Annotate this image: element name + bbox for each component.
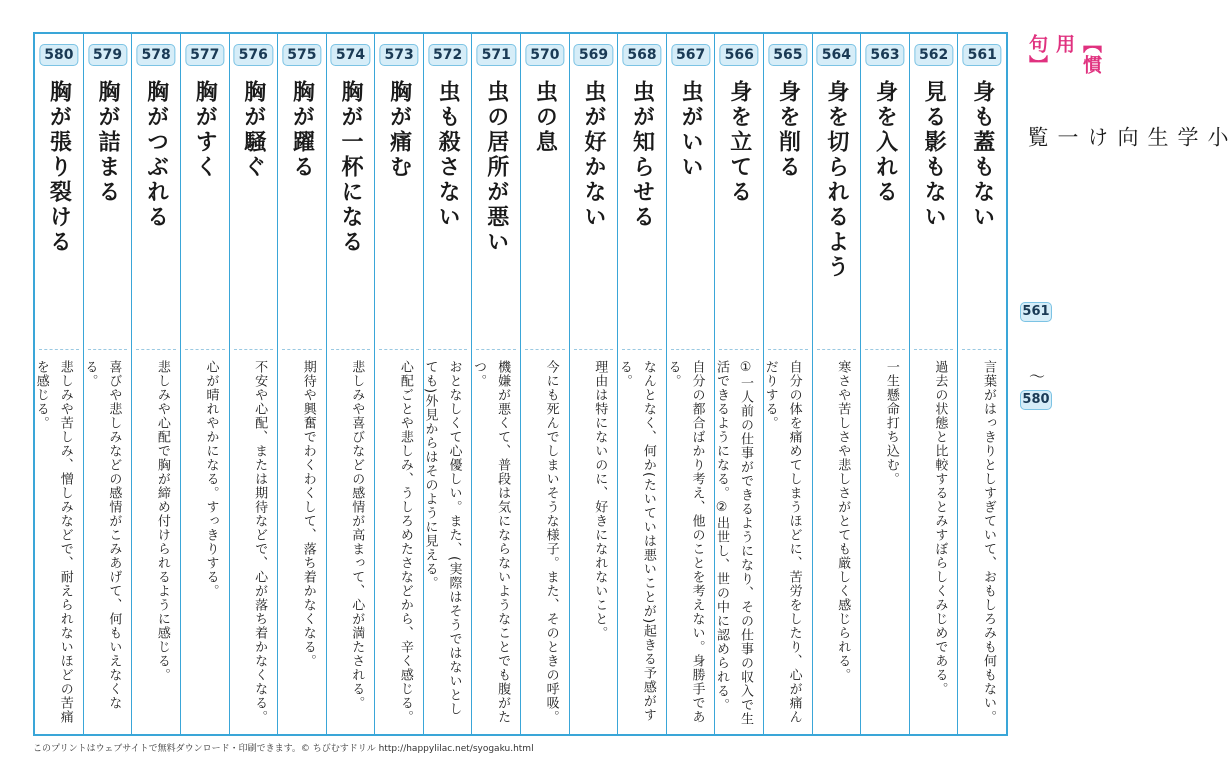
idiom-meaning: 喜びや悲しみなどの感情がこみあげて、何もいえなくなる。 bbox=[82, 360, 122, 710]
divider bbox=[574, 349, 614, 350]
idiom-number: 572 bbox=[428, 44, 467, 66]
idiom-phrase: 胸が騒ぐ bbox=[240, 80, 266, 180]
idiom-meaning: 悲しみや苦しみ、憎しみなどで、耐えられないほどの苦痛を感じる。 bbox=[33, 360, 73, 724]
page-title: 小学生向け一覧 bbox=[1025, 126, 1229, 149]
idiom-number: 568 bbox=[622, 44, 661, 66]
idiom-number: 569 bbox=[574, 44, 613, 66]
divider bbox=[331, 349, 371, 350]
idiom-meaning: ①一人前の仕事ができるようになり、その仕事の収入で生活できるようになる。②出世し、世の中に認められる。 bbox=[714, 360, 754, 726]
idiom-meaning: 期待や興奮でわくわくして、落ち着かなくなる。 bbox=[300, 360, 316, 668]
divider bbox=[476, 349, 516, 350]
divider bbox=[136, 349, 176, 350]
idiom-meaning: 一生懸命打ち込む。 bbox=[883, 360, 899, 486]
idiom-number: 577 bbox=[185, 44, 224, 66]
idiom-phrase: 見る影もない bbox=[921, 80, 947, 230]
divider bbox=[768, 349, 808, 350]
divider bbox=[185, 349, 225, 350]
idiom-number: 576 bbox=[234, 44, 273, 66]
idiom-number: 570 bbox=[525, 44, 564, 66]
divider bbox=[234, 349, 274, 350]
divider bbox=[865, 349, 905, 350]
idiom-column bbox=[617, 34, 666, 734]
idiom-column bbox=[763, 34, 812, 734]
idiom-column bbox=[326, 34, 375, 734]
idiom-meaning: 心が晴れやかになる。すっきりする。 bbox=[203, 360, 219, 598]
category-tag: 【慣用句】 bbox=[1026, 34, 1102, 76]
divider bbox=[379, 349, 419, 350]
idiom-column bbox=[229, 34, 278, 734]
idiom-number: 575 bbox=[282, 44, 321, 66]
divider bbox=[428, 349, 468, 350]
idiom-number: 564 bbox=[817, 44, 856, 66]
idiom-number: 571 bbox=[477, 44, 516, 66]
idiom-column bbox=[714, 34, 763, 734]
idiom-column bbox=[569, 34, 618, 734]
idiom-phrase: 胸が痛む bbox=[386, 80, 412, 180]
idiom-meaning: 自分の体を痛めてしまうほどに、苦労をしたり、心が痛んだりする。 bbox=[762, 360, 802, 724]
idiom-number: 574 bbox=[331, 44, 370, 66]
divider bbox=[525, 349, 565, 350]
idiom-column bbox=[180, 34, 229, 734]
idiom-table bbox=[33, 32, 1008, 736]
idiom-phrase: 身を削る bbox=[775, 80, 801, 180]
idiom-meaning: 機嫌が悪くて、普段は気にならないようなことでも腹がたつ。 bbox=[471, 360, 511, 724]
idiom-number: 566 bbox=[720, 44, 759, 66]
idiom-number: 565 bbox=[768, 44, 807, 66]
divider bbox=[817, 349, 857, 350]
idiom-phrase: 胸がすく bbox=[192, 80, 218, 180]
idiom-column bbox=[35, 34, 83, 734]
idiom-meaning: 理由は特にないのに、好きになれないこと。 bbox=[592, 360, 608, 640]
idiom-phrase: 胸が一杯になる bbox=[337, 80, 363, 255]
idiom-number: 567 bbox=[671, 44, 710, 66]
divider bbox=[962, 349, 1002, 350]
idiom-meaning: 心配ごとや悲しみ、うしろめたさなどから、辛く感じる。 bbox=[397, 360, 413, 724]
idiom-column bbox=[520, 34, 569, 734]
idiom-meaning: なんとなく、何か(たいていは悪いことが)起きる予感がする。 bbox=[616, 360, 656, 723]
idiom-phrase: 身を切られるよう bbox=[823, 80, 849, 280]
idiom-phrase: 虫が知らせる bbox=[629, 80, 655, 230]
idiom-phrase: 虫がいい bbox=[678, 80, 704, 180]
idiom-meaning: 言葉がはっきりとしすぎていて、おもしろみも何もない。 bbox=[981, 360, 996, 724]
idiom-meaning: 過去の状態と比較するとみすぼらしくみじめである。 bbox=[932, 360, 948, 696]
idiom-meaning: 悲しみや喜びなどの感情が高まって、心が満たされる。 bbox=[349, 360, 365, 710]
idiom-column bbox=[666, 34, 715, 734]
idiom-meaning: 寒さや苦しさや悲しさがとても厳しく感じられる。 bbox=[835, 360, 851, 682]
idiom-number: 573 bbox=[379, 44, 418, 66]
idiom-phrase: 身を入れる bbox=[872, 80, 898, 205]
idiom-number: 580 bbox=[39, 44, 78, 66]
idiom-column bbox=[83, 34, 132, 734]
idiom-number: 579 bbox=[88, 44, 127, 66]
divider bbox=[914, 349, 954, 350]
idiom-phrase: 胸が張り裂ける bbox=[46, 80, 72, 255]
range-tilde: 〜 bbox=[1029, 367, 1046, 386]
idiom-column bbox=[374, 34, 423, 734]
idiom-column bbox=[812, 34, 861, 734]
idiom-phrase: 虫が好かない bbox=[580, 80, 606, 230]
divider bbox=[39, 349, 79, 350]
idiom-phrase: 身を立てる bbox=[726, 80, 752, 205]
range-start-badge: 561 bbox=[1020, 302, 1052, 322]
idiom-column bbox=[277, 34, 326, 734]
idiom-column bbox=[131, 34, 180, 734]
idiom-number: 563 bbox=[865, 44, 904, 66]
idiom-meaning: おとなしくて心優しい。また、(実際はそうではないとしても)外見からはそのように見える。 bbox=[422, 360, 462, 717]
divider bbox=[671, 349, 711, 350]
divider bbox=[622, 349, 662, 350]
idiom-phrase: 身も蓋もない bbox=[969, 80, 995, 230]
idiom-number: 578 bbox=[136, 44, 175, 66]
divider bbox=[88, 349, 128, 350]
divider bbox=[719, 349, 759, 350]
idiom-column bbox=[471, 34, 520, 734]
footer-credit: このプリントはウェブサイトで無料ダウンロード・印刷できます。© ちびむすドリル http://happylilac.net/syogaku.html bbox=[33, 744, 534, 754]
idiom-phrase: 胸が詰まる bbox=[95, 80, 121, 205]
range-end-badge: 580 bbox=[1020, 390, 1052, 410]
idiom-number: 561 bbox=[963, 44, 1002, 66]
idiom-phrase: 虫の居所が悪い bbox=[483, 80, 509, 255]
idiom-meaning: 今にも死んでしまいそうな様子。また、そのときの呼吸。 bbox=[543, 360, 559, 724]
idiom-column bbox=[909, 34, 958, 734]
idiom-number: 562 bbox=[914, 44, 953, 66]
idiom-phrase: 胸がつぶれる bbox=[143, 80, 169, 230]
idiom-column bbox=[860, 34, 909, 734]
idiom-column bbox=[957, 34, 1006, 734]
divider bbox=[282, 349, 322, 350]
idiom-meaning: 不安や心配、または期待などで、心が落ち着かなくなる。 bbox=[252, 360, 268, 724]
idiom-meaning: 悲しみや心配で胸が締め付けられるように感じる。 bbox=[154, 360, 170, 682]
idiom-phrase: 胸が躍る bbox=[289, 80, 315, 180]
idiom-phrase: 虫も殺さない bbox=[435, 80, 461, 230]
idiom-phrase: 虫の息 bbox=[532, 80, 558, 155]
idiom-meaning: 自分の都合ばかり考え、他のことを考えない。身勝手である。 bbox=[665, 360, 705, 724]
idiom-column bbox=[423, 34, 472, 734]
